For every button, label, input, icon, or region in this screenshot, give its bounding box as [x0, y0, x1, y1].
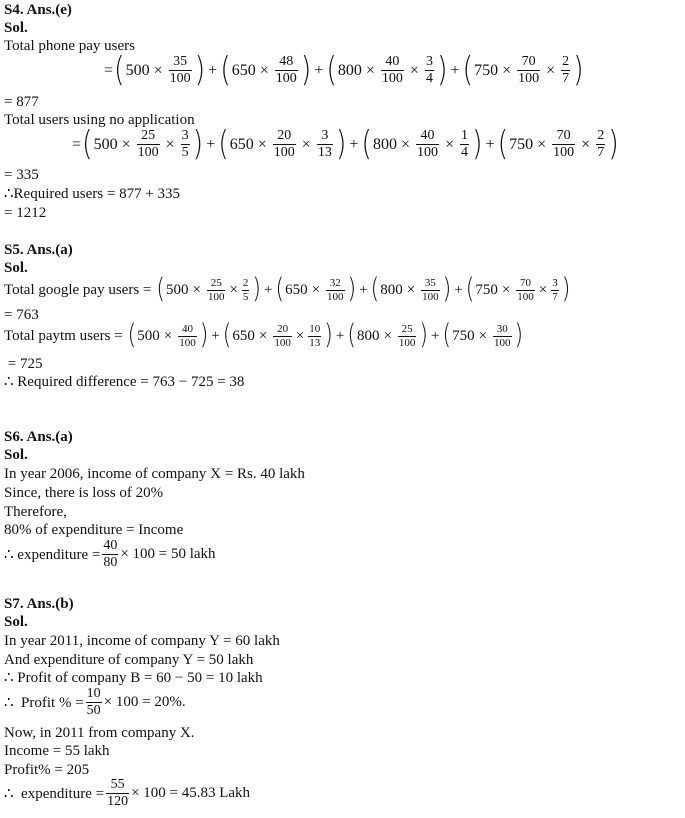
- s7-expenditure-line: And expenditure of company Y = 50 lakh: [4, 652, 254, 668]
- s4-no-app-label: Total users using no application: [4, 112, 195, 128]
- s4-no-app-result: = 335: [4, 167, 39, 183]
- s7-income-x-line: Income = 55 lakh: [4, 743, 110, 759]
- s6-therefore-line: Therefore,: [4, 504, 67, 520]
- s7-sol-label: Sol.: [4, 614, 28, 630]
- s6-loss-line: Since, there is loss of 20%: [4, 485, 164, 501]
- s4-phone-pay-equation: = ( 500 × $\frac{35}{100}$ ) + ( 650 × $\frac{48}{100}$ ) + ( 800 × $\frac{40}{100}$ × $\frac{3}{4}$ ) + ( 750 × $\frac{70}{100}$ × $\frac{2}{7}$ ): [104, 51, 584, 90]
- s5-paytm-equation: Total paytm users = ( 500 × $\frac{40}{100}$ ) + ( 650 × $\frac{20}{100}$ × $\frac{10}{13}$ ) + ( 800 × $\frac{25}{100}$ ) + ( 750 × $\frac{30}{100}$ ): [4, 320, 524, 352]
- s7-profit-line: ∴ Profit of company B = 60 − 50 = 10 lakh: [4, 670, 263, 686]
- s5-google-pay-equation: Total google pay users = ( 500 × $\frac{25}{100}$ × $\frac{2}{5}$ ) + ( 650 × $\frac{32}{100}$ ) + ( 800 × $\frac{35}{100}$ ) + ( 750 × $\frac{70}{100}$ × $\frac{3}{7}$ ): [4, 274, 571, 306]
- s7-expenditure-equation: ∴ expenditure = $\frac{55}{120}$ × 100 = 45.83 Lakh: [4, 777, 251, 809]
- s6-sol-label: Sol.: [4, 447, 28, 463]
- s6-expenditure-equation: ∴ expenditure = $\frac{40}{80}$ × 100 = 50 lakh: [4, 538, 216, 570]
- s7-profit-percent-equation: ∴ Profit % = $\frac{10}{50}$ × 100 = 20%.: [4, 686, 186, 718]
- s7-company-x-line: Now, in 2011 from company X.: [4, 725, 195, 741]
- s5-google-pay-result: = 763: [4, 307, 39, 323]
- s7-income-line: In year 2011, income of company Y = 60 lakh: [4, 633, 280, 649]
- s5-paytm-result: = 725: [4, 356, 43, 372]
- s4-final-answer: = 1212: [4, 205, 47, 221]
- s5-required-difference: ∴ Required difference = 763 − 725 = 38: [4, 374, 245, 390]
- s6-expenditure-income-line: 80% of expenditure = Income: [4, 522, 184, 538]
- s4-phone-pay-result: = 877: [4, 94, 39, 110]
- s5-heading: S5. Ans.(a): [4, 242, 73, 258]
- s4-no-app-equation: = ( 500 × $\frac{25}{100}$ × $\frac{3}{5}$ ) + ( 650 × $\frac{20}{100}$ × $\frac{3}{13}$ ) + ( 800 × $\frac{40}{100}$ × $\frac{1}{4}$ ) + ( 750 × $\frac{70}{100}$ × $\frac{2}{7}$ ): [72, 125, 619, 164]
- s4-sol-label: Sol.: [4, 20, 28, 36]
- s6-heading: S6. Ans.(a): [4, 429, 73, 445]
- s4-required-users: ∴Required users = 877 + 335: [4, 186, 181, 202]
- s4-heading: S4. Ans.(e): [4, 2, 72, 18]
- s5-sol-label: Sol.: [4, 260, 28, 276]
- s7-profit-percent-x-line: Profit% = 205: [4, 762, 90, 778]
- s4-phone-pay-label: Total phone pay users: [4, 38, 136, 54]
- s6-income-line: In year 2006, income of company X = Rs. 40 lakh: [4, 466, 305, 482]
- s7-heading: S7. Ans.(b): [4, 596, 74, 612]
